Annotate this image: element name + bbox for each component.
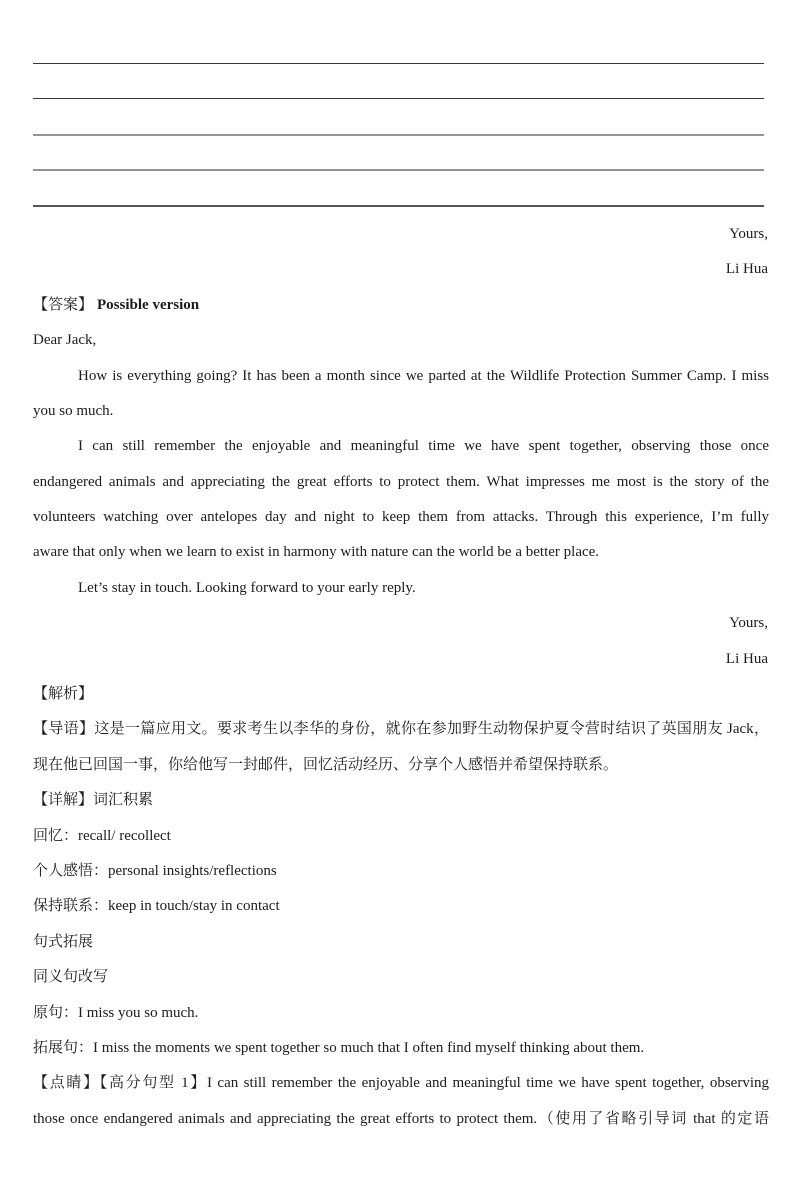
answer-blank-line-1 (33, 40, 769, 75)
letter-p2-line-2: endangered animals and appreciating the great efforts to protect them. What impresses me most is the story of the (33, 473, 769, 490)
letter-p2-line-4: aware that only when we learn to exist in harmony with nature can the world be a better place. (33, 544, 600, 561)
letter-p2-line-3: volunteers watching over antelopes day and night to keep them from attacks. Through this experience, I’m fully (33, 509, 769, 526)
answer-blank-line-short (33, 182, 769, 217)
answer-tag: 【答案】 (33, 296, 94, 313)
letter-p3-line: Let’s stay in touch. Looking forward to your early reply. (78, 579, 416, 596)
analysis-dianjing-line-2: those once endangered animals and appreciating the great efforts to protect them.（使用了省略引导词 that 的定语 (33, 1110, 769, 1127)
signature-top-yours: Yours, (729, 225, 768, 242)
analysis-daoyu-line-1: 【导语】这是一篇应用文。要求考生以李华的身份，就你在参加野生动物保护夏令营时结识了英国朋友 Jack， (33, 721, 769, 738)
vocab-line-recall: 回忆：recall/ recollect (33, 827, 171, 844)
signature-bottom-name: Li Hua (725, 650, 768, 667)
answer-blank-line-2 (33, 75, 769, 110)
vocab-line-contact: 保持联系：keep in touch/stay in contact (33, 898, 280, 915)
analysis-jiexi-tag: 【解析】 (33, 686, 94, 703)
document-content (33, 40, 769, 1137)
answer-blank-line-4 (33, 146, 769, 181)
analysis-yuanju-line: 原句：I miss you so much. (33, 1004, 199, 1021)
answer-header (33, 288, 769, 323)
analysis-dianjing-line-1: 【点睛】【高分句型 1】I can still remember the enjoyable and meaningful time we have spent together, observing (33, 1075, 769, 1092)
letter-p1-line-1: How is everything going? It has been a month since we parted at the Wildlife Protection Summer Camp. I miss (78, 367, 769, 384)
rule-line (33, 146, 764, 171)
analysis-daoyu-line-2: 现在他已回国一事，你给他写一封邮件，回忆活动经历、分享个人感悟并希望保持联系。 (33, 756, 619, 773)
rule-line-short (33, 182, 764, 207)
rule-line (33, 40, 764, 64)
rule-line (33, 75, 764, 99)
letter-salutation: Dear Jack, (33, 332, 97, 349)
signature-top-name: Li Hua (725, 261, 768, 278)
letter-p2-line-1: I can still remember the enjoyable and meaningful time we have spent together, observing those once (78, 438, 769, 455)
analysis-tongyi-header: 同义句改写 (33, 969, 109, 986)
analysis-jushi-header: 句式拓展 (33, 933, 94, 950)
answer-title: Possible version (97, 296, 200, 313)
vocab-line-insights: 个人感悟：personal insights/reflections (33, 862, 277, 879)
rule-line (33, 111, 764, 136)
analysis-tuozhan-line: 拓展句：I miss the moments we spent together so much that I often find myself thinking about them. (33, 1039, 645, 1056)
analysis-xiangjie-header: 【详解】词汇积累 (33, 792, 154, 809)
signature-bottom-yours: Yours, (729, 615, 768, 632)
answer-blank-line-3 (33, 111, 769, 146)
letter-p1-line-2: you so much. (33, 402, 114, 419)
